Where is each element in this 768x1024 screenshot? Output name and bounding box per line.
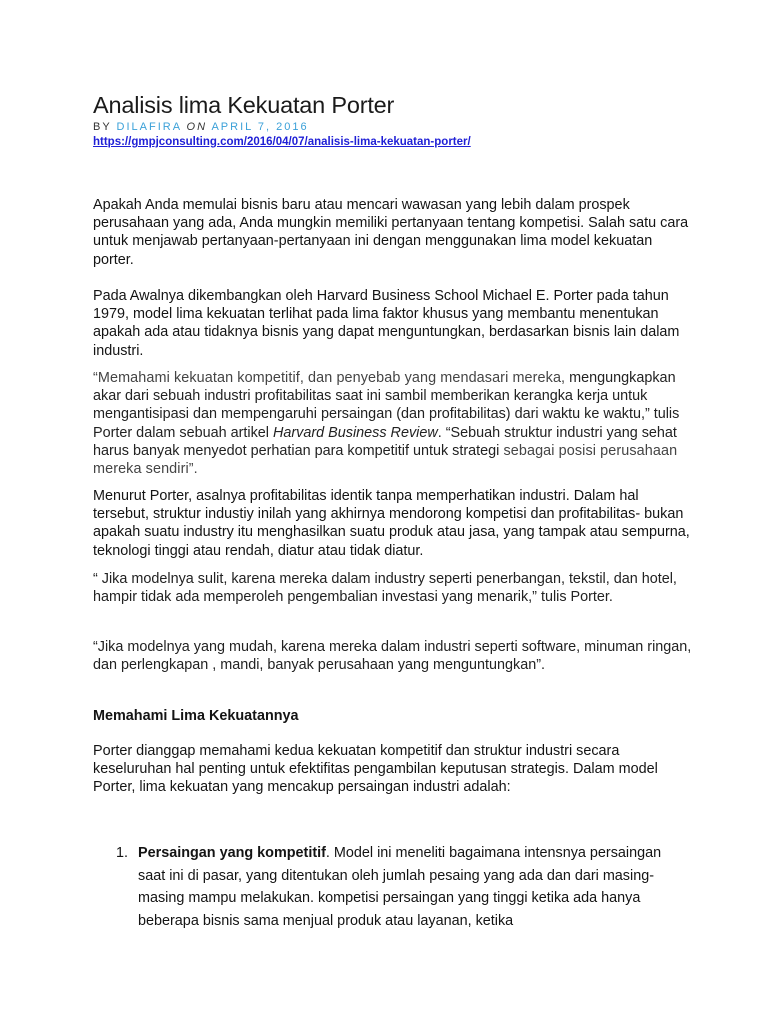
paragraph-text: Porter dianggap memahami kedua kekuatan kompetitif dan struktur industri secara keseluruhan hal penting untuk efektifitas pengambilan keputusan strategis. Dalam model Porter, lima kekuatan yang mencakup persaingan industri adalah: <box>93 743 658 796</box>
byline-by: BY <box>93 121 112 133</box>
article-header <box>93 90 693 150</box>
byline <box>93 120 693 134</box>
paragraph-text: Apakah Anda memulai bisnis baru atau mencari wawasan yang lebih dalam prospek perusahaan yang ada, Anda mungkin memiliki pertanyaan tentang kompetisi. Salah satu cara untuk menjawab pertanyaan-pertanyaan ini dengan menggunakan lima model kekuatan porter. <box>93 197 689 268</box>
section-heading <box>93 707 693 725</box>
quote-part: . “Sebuah struktur industri yang sehat harus banyak menyedot perhatian para kompetitif untuk strategi <box>93 424 677 459</box>
heading-text: Memahami Lima Kekuatannya <box>93 708 299 724</box>
paragraph-text: Menurut Porter, asalnya profitabilitas identik tanpa memperhatikan industri. Dalam hal tersebut, struktur industiy inilah yang akhirnya mendorong kompetisi dan profitabilitas- bukan apakah suatu industry itu menghasilkan suatu produk atau jasa, yang tampak atau sempurna, teknologi tinggi atau rendah, diatur atau tidak diatur. <box>93 488 690 559</box>
quote-text: “Jika modelnya yang mudah, karena mereka dalam industri seperti software, minuman ringan, dan perlengkapan , mandi, banyak perusahaan yang menguntungkan”. <box>93 639 692 674</box>
paragraph-profitability <box>93 487 693 560</box>
list-item-bold: Persaingan yang kompetitif <box>138 845 326 861</box>
byline-date[interactable]: APRIL 7, 2016 <box>211 121 309 133</box>
source-url-link[interactable]: https://gmpjconsulting.com/2016/04/07/analisis-lima-kekuatan-porter/ <box>93 136 471 148</box>
quote-porter-1 <box>93 369 693 478</box>
list-item-text <box>138 842 668 932</box>
quote-part: “Memahami kekuatan kompetitif, dan penyebab yang mendasari mereka, <box>93 370 566 386</box>
forces-list <box>93 842 693 932</box>
quote-italic-source: Harvard Business Review <box>272 424 438 441</box>
byline-author[interactable]: DILAFIRA <box>116 121 182 133</box>
article-title: Analisis lima Kekuatan Porter <box>93 92 395 118</box>
list-number: 1. <box>116 845 129 861</box>
list-item <box>93 842 693 932</box>
quote-porter-2 <box>93 570 693 606</box>
list-item-body: . Model ini meneliti bagaimana intensnya persaingan saat ini di pasar, yang ditentukan oleh jumlah pesaing yang ada dan dari masing-masing mampu melakukan. kompetisi persaingan yang tinggi ketika ada hanya beberapa bisnis sama menjual produk atau layanan, ketika <box>138 845 662 929</box>
paragraph-forces-intro <box>93 742 693 797</box>
quote-part: mengungkapkan akar dari sebuah industri profitabilitas saat ini sambil memberikan kerangka kerja untuk mengantisipasi dan mempengaruhi persaingan (dan profitabilitas) dari waktu ke waktu,” tulis Porter dalam sebuah artikel <box>93 370 680 441</box>
quote-porter-3 <box>93 638 693 674</box>
quote-part: sebagai posisi perusahaan mereka sendiri”. <box>93 442 678 478</box>
quote-text: “ Jika modelnya sulit, karena mereka dalam industry seperti penerbangan, tekstil, dan hotel, hampir tidak ada memperoleh pengembalian investasi yang menarik,” tulis Porter. <box>93 571 677 606</box>
paragraph-intro <box>93 196 693 269</box>
paragraph-text: Pada Awalnya dikembangkan oleh Harvard Business School Michael E. Porter pada tahun 1979, model lima kekuatan terlihat pada lima faktor khusus yang membantu menentukan apakah ada atau tidaknya bisnis yang dapat menguntungkan, berdasarkan bisnis lain dalam industri. <box>93 288 680 359</box>
quote-text <box>93 369 693 478</box>
paragraph-history <box>93 287 693 360</box>
byline-on: ON <box>186 121 208 133</box>
